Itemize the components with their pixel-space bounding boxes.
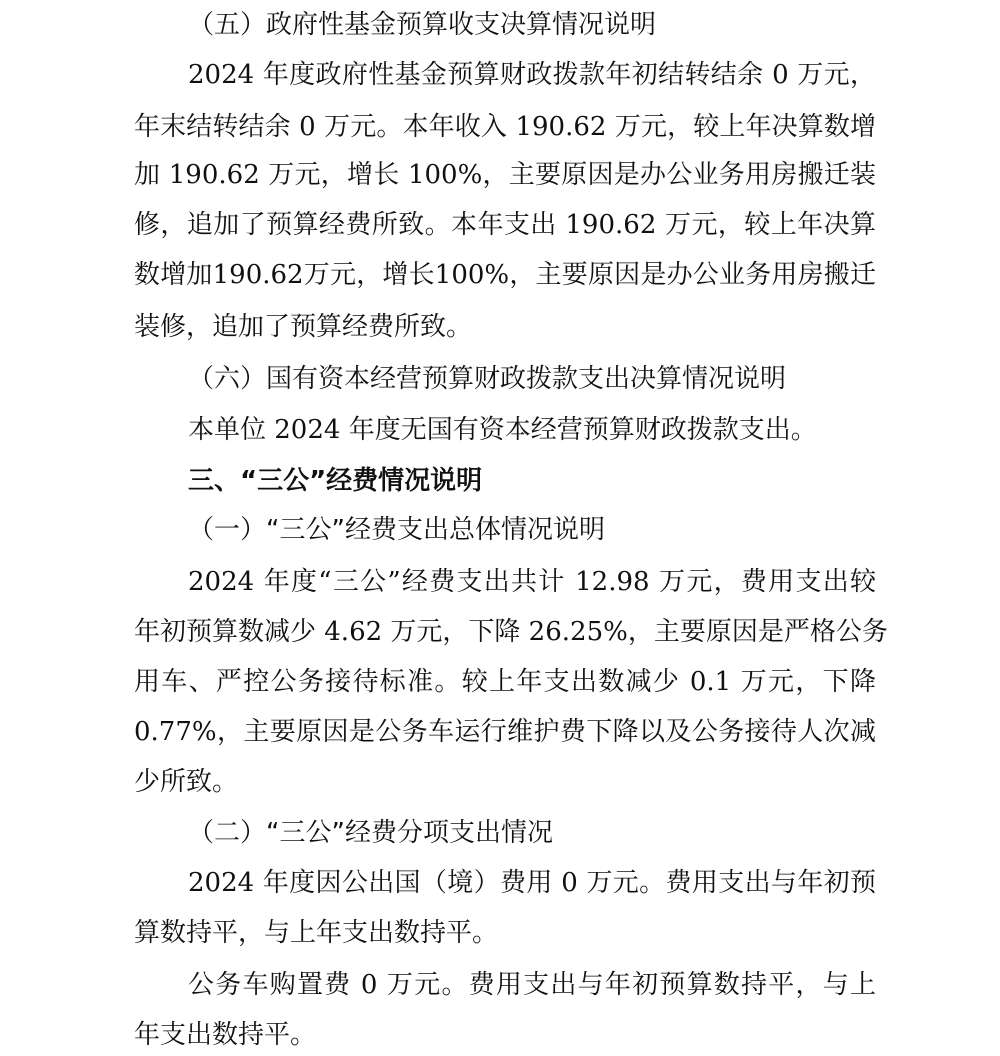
paragraph-line: 年初预算数减少 4.62 万元，下降 26.25%，主要原因是严格公务: [134, 617, 888, 647]
paragraph-line: 2024 年度“三公”经费支出共计 12.98 万元，费用支出较: [188, 567, 876, 597]
section-heading-government-fund: （五）政府性基金预算收支决算情况说明: [188, 10, 657, 40]
paragraph-line: 算数持平，与上年支出数持平。: [134, 918, 499, 948]
paragraph-line: 本单位 2024 年度无国有资本经营预算财政拨款支出。: [188, 415, 817, 445]
paragraph-line: 少所致。: [134, 767, 239, 797]
paragraph-line: 加 190.62 万元，增长 100%，主要原因是办公业务用房搬迁装: [134, 160, 876, 190]
subsection-heading-overall: （一）“三公”经费支出总体情况说明: [188, 515, 605, 545]
subsection-heading-itemized: （二）“三公”经费分项支出情况: [188, 818, 553, 848]
paragraph-line: 数增加190.62万元，增长100%，主要原因是办公业务用房搬迁: [134, 260, 876, 290]
paragraph-line: 2024 年度政府性基金预算财政拨款年初结转结余 0 万元，: [188, 60, 876, 90]
paragraph-line: 公务车购置费 0 万元。费用支出与年初预算数持平，与上: [188, 970, 876, 1000]
paragraph-line: 装修，追加了预算经费所致。: [134, 312, 473, 342]
paragraph-line: 0.77%，主要原因是公务车运行维护费下降以及公务接待人次减: [134, 717, 876, 747]
paragraph-line: 年末结转结余 0 万元。本年收入 190.62 万元，较上年决算数增: [134, 112, 876, 142]
paragraph-line: 用车、严控公务接待标准。较上年支出数减少 0.1 万元，下降: [134, 667, 876, 697]
section-heading-three-public: 三、“三公”经费情况说明: [188, 466, 483, 496]
paragraph-line: 2024 年度因公出国（境）费用 0 万元。费用支出与年初预: [188, 868, 876, 898]
paragraph-line: 年支出数持平。: [134, 1020, 317, 1050]
section-heading-state-capital: （六）国有资本经营预算财政拨款支出决算情况说明: [188, 364, 787, 394]
paragraph-line: 修，追加了预算经费所致。本年支出 190.62 万元，较上年决算: [134, 210, 876, 240]
